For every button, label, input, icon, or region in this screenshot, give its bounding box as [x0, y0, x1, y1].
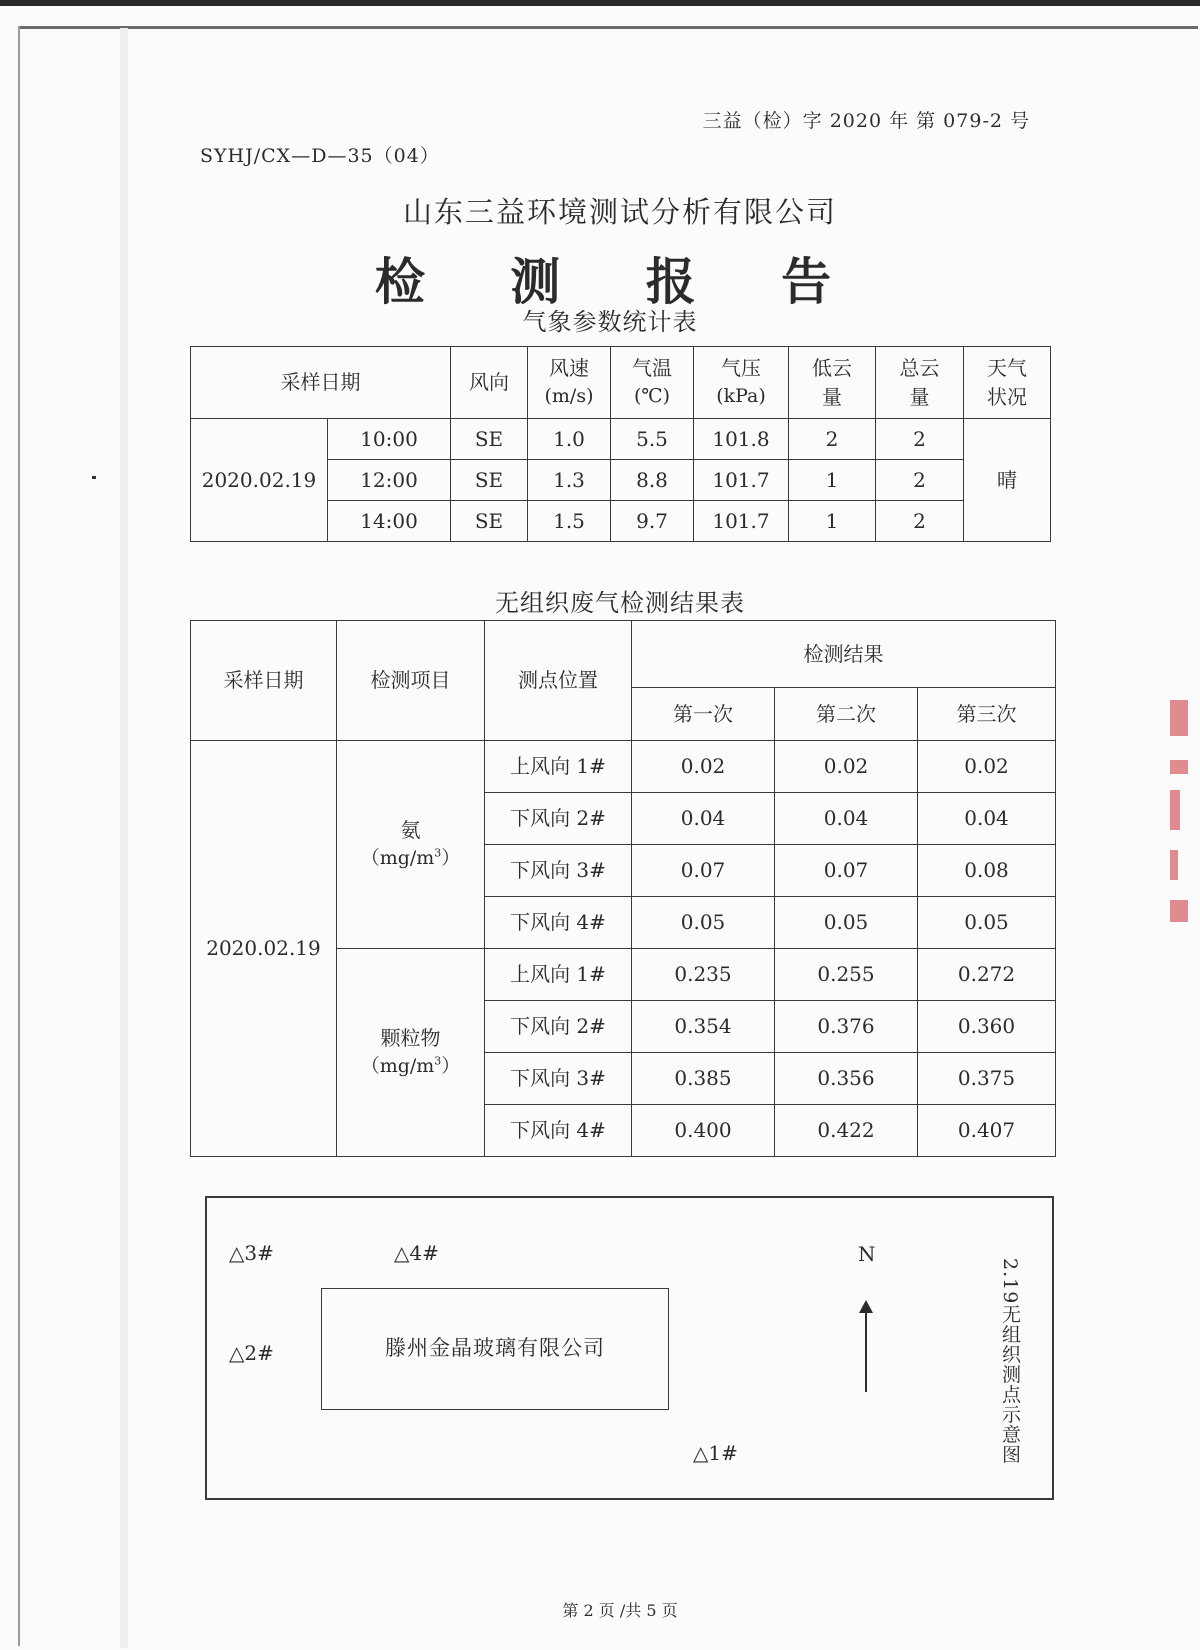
- header-total-cloud-line1: 总云: [899, 355, 940, 380]
- weather-wind-speed: 1.3: [528, 460, 611, 501]
- fugitive-table: [190, 620, 1056, 1157]
- header-pressure-unit: (kPa): [716, 385, 766, 408]
- header-third: 第三次: [918, 688, 1056, 741]
- factory-name: 滕州金晶玻璃有限公司: [385, 1336, 605, 1360]
- item-ammonia-unit: [337, 845, 484, 873]
- page-footer: 第 2 页 /共 5 页: [562, 1601, 678, 1620]
- header-sampling-date: 采样日期: [191, 621, 337, 741]
- weather-wind-speed: 1.0: [528, 419, 611, 460]
- north-label: N: [858, 1242, 876, 1266]
- header-pressure-label: 气压: [721, 356, 761, 381]
- weather-header-row: [191, 347, 1051, 419]
- weather-pressure: 101.8: [694, 419, 789, 460]
- seal-fragment-icon: [1170, 700, 1190, 935]
- result-second: 0.376: [775, 1001, 918, 1053]
- weather-total-cloud: 2: [876, 419, 964, 460]
- header-weather-condition: [964, 347, 1051, 419]
- weather-low-cloud: 1: [789, 460, 876, 501]
- north-arrow-shaft: [865, 1310, 867, 1392]
- header-low-cloud-line1: 低云: [812, 355, 852, 380]
- weather-pressure: 101.7: [694, 501, 789, 542]
- weather-pressure: 101.7: [694, 460, 789, 501]
- result-first: 0.235: [632, 949, 775, 1001]
- point-1: △1#: [693, 1441, 738, 1465]
- header-total-cloud-line2: 量: [909, 384, 930, 409]
- header-location: 测点位置: [485, 621, 632, 741]
- weather-wind-direction: SE: [451, 501, 528, 542]
- result-first: 0.07: [632, 845, 775, 897]
- header-wind-speed: [528, 347, 611, 419]
- item-particulate-label: 颗粒物: [380, 1026, 441, 1051]
- sampling-point-diagram: [205, 1196, 1054, 1500]
- header-total-cloud: [876, 347, 964, 419]
- location-cell: 下风向 3#: [485, 845, 632, 897]
- unit-prefix: （mg/m: [360, 847, 435, 870]
- result-second: 0.422: [775, 1105, 918, 1157]
- header-wind-speed-label: 风速: [549, 356, 589, 381]
- weather-temperature: 9.7: [611, 501, 694, 542]
- location-cell: 下风向 2#: [485, 793, 632, 845]
- factory-outline: [321, 1288, 669, 1410]
- item-ammonia-label: 氨: [400, 818, 421, 843]
- header-temperature-unit: (℃): [633, 385, 671, 408]
- fugitive-header-row: [191, 621, 1056, 688]
- result-second: 0.255: [775, 949, 918, 1001]
- result-first: 0.385: [632, 1053, 775, 1105]
- diagram-title: 2.19无组织测点示意图: [999, 1258, 1021, 1465]
- point-3: △3#: [229, 1241, 274, 1265]
- weather-time: 14:00: [328, 501, 451, 542]
- header-pressure: [694, 347, 789, 419]
- header-temperature: [611, 347, 694, 419]
- fugitive-row: [191, 741, 1056, 793]
- scan-page-edge: [18, 26, 1198, 29]
- result-third: 0.375: [918, 1053, 1056, 1105]
- location-cell: 下风向 4#: [485, 897, 632, 949]
- report-number: 三益（检）字 2020 年 第 079-2 号: [702, 110, 1030, 132]
- header-low-cloud-line2: 量: [822, 384, 842, 409]
- header-weather-line1: 天气: [987, 355, 1027, 380]
- header-temperature-label: 气温: [632, 356, 672, 381]
- point-4: △4#: [394, 1241, 439, 1265]
- result-third: 0.360: [918, 1001, 1056, 1053]
- result-second: 0.04: [775, 793, 918, 845]
- result-third: 0.407: [918, 1105, 1056, 1157]
- weather-condition-cell: 晴: [964, 419, 1051, 542]
- result-third: 0.05: [918, 897, 1056, 949]
- item-particulate-unit: [337, 1053, 484, 1081]
- header-second: 第二次: [775, 688, 918, 741]
- weather-low-cloud: 1: [789, 501, 876, 542]
- weather-temperature: 5.5: [611, 419, 694, 460]
- location-cell: 下风向 2#: [485, 1001, 632, 1053]
- weather-table: [190, 346, 1051, 542]
- result-first: 0.354: [632, 1001, 775, 1053]
- item-ammonia: [337, 741, 485, 949]
- header-sampling-date: 采样日期: [191, 347, 451, 419]
- header-first: 第一次: [632, 688, 775, 741]
- fugitive-date-cell: 2020.02.19: [191, 741, 337, 1157]
- weather-temperature: 8.8: [611, 460, 694, 501]
- weather-total-cloud: 2: [876, 501, 964, 542]
- report-title: 检 测 报 告: [374, 252, 866, 311]
- scan-speck: [92, 476, 96, 479]
- result-third: 0.272: [918, 949, 1056, 1001]
- header-results: 检测结果: [632, 621, 1056, 688]
- unit-suffix: ）: [441, 847, 461, 870]
- unit-prefix: （mg/m: [360, 1055, 435, 1078]
- company-name: 山东三益环境测试分析有限公司: [402, 195, 837, 229]
- weather-low-cloud: 2: [789, 419, 876, 460]
- result-first: 0.05: [632, 897, 775, 949]
- weather-date-cell: 2020.02.19: [191, 419, 328, 542]
- fugitive-table-caption: 无组织废气检测结果表: [495, 589, 745, 617]
- scan-top-border: [0, 0, 1200, 6]
- unit-superscript: 3: [434, 1054, 442, 1068]
- weather-time: 10:00: [328, 419, 451, 460]
- header-wind-speed-unit: (m/s): [544, 385, 594, 408]
- weather-time: 12:00: [328, 460, 451, 501]
- result-first: 0.04: [632, 793, 775, 845]
- weather-wind-direction: SE: [451, 460, 528, 501]
- result-second: 0.02: [775, 741, 918, 793]
- result-first: 0.400: [632, 1105, 775, 1157]
- location-cell: 上风向 1#: [485, 741, 632, 793]
- item-particulate: [337, 949, 485, 1157]
- header-wind-direction: 风向: [451, 347, 528, 419]
- weather-table-caption: 气象参数统计表: [522, 308, 698, 336]
- result-second: 0.07: [775, 845, 918, 897]
- form-code: SYHJ/CX—D—35（04）: [200, 145, 440, 167]
- result-second: 0.356: [775, 1053, 918, 1105]
- result-third: 0.08: [918, 845, 1056, 897]
- result-second: 0.05: [775, 897, 918, 949]
- weather-row: [191, 419, 1051, 460]
- location-cell: 上风向 1#: [485, 949, 632, 1001]
- weather-total-cloud: 2: [876, 460, 964, 501]
- point-2: △2#: [229, 1341, 274, 1365]
- header-weather-line2: 状况: [987, 384, 1027, 409]
- unit-suffix: ）: [441, 1055, 461, 1078]
- result-first: 0.02: [632, 741, 775, 793]
- header-test-item: 检测项目: [337, 621, 485, 741]
- header-low-cloud: [789, 347, 876, 419]
- result-third: 0.02: [918, 741, 1056, 793]
- result-third: 0.04: [918, 793, 1056, 845]
- unit-superscript: 3: [434, 846, 442, 860]
- weather-wind-speed: 1.5: [528, 501, 611, 542]
- location-cell: 下风向 4#: [485, 1105, 632, 1157]
- location-cell: 下风向 3#: [485, 1053, 632, 1105]
- weather-wind-direction: SE: [451, 419, 528, 460]
